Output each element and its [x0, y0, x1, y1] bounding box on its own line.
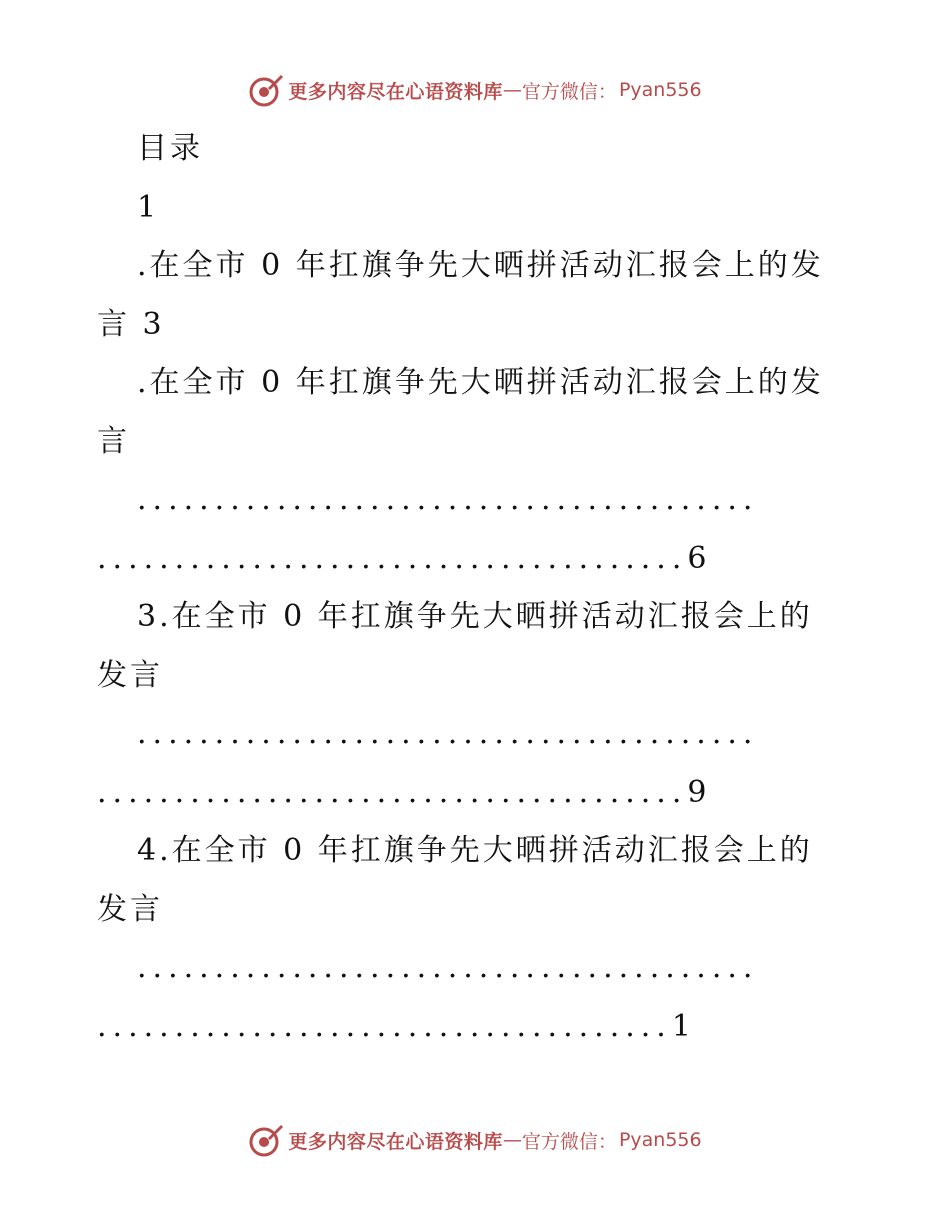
table-of-contents — [97, 120, 857, 1056]
header-banner — [0, 70, 950, 110]
toc-line: .在全市 0 年扛旗争先大晒拼活动汇报会上的发 — [137, 365, 824, 400]
toc-leader-dots: ........................................ — [137, 482, 759, 517]
pen-logo-icon — [248, 72, 284, 108]
banner-site-text: 更多内容尽在心语资料库 — [288, 1130, 503, 1153]
banner-separator: — — [502, 1129, 522, 1151]
toc-leader-dots: ......................................6 — [97, 540, 713, 576]
toc-leader-dots: .....................................1 — [97, 1008, 697, 1044]
banner-wechat-label: 官方微信： — [521, 80, 617, 103]
toc-line: 1 — [137, 189, 160, 225]
banner-wechat-label: 官方微信： — [521, 1130, 617, 1153]
banner-separator: — — [502, 79, 522, 101]
toc-line: 发言 — [97, 891, 163, 927]
banner-wechat-id: Pyan556 — [618, 1129, 702, 1151]
banner-wechat-id: Pyan556 — [618, 79, 702, 101]
banner-site-text: 更多内容尽在心语资料库 — [288, 80, 503, 103]
toc-leader-dots: ......................................9 — [97, 774, 713, 810]
footer-banner — [0, 1120, 950, 1160]
toc-line: 3.在全市 0 年扛旗争先大晒拼活动汇报会上的 — [137, 599, 813, 634]
toc-leader-dots: ........................................ — [137, 950, 759, 985]
pen-logo-icon — [248, 1122, 284, 1158]
toc-line: 言 3 — [97, 306, 165, 342]
toc-line: 发言 — [97, 657, 163, 693]
toc-line: 4.在全市 0 年扛旗争先大晒拼活动汇报会上的 — [137, 833, 813, 868]
toc-line: .在全市 0 年扛旗争先大晒拼活动汇报会上的发 — [137, 248, 824, 283]
toc-leader-dots: ........................................ — [137, 716, 759, 751]
toc-heading: 目录 — [137, 131, 203, 166]
toc-line: 言 — [97, 423, 130, 459]
